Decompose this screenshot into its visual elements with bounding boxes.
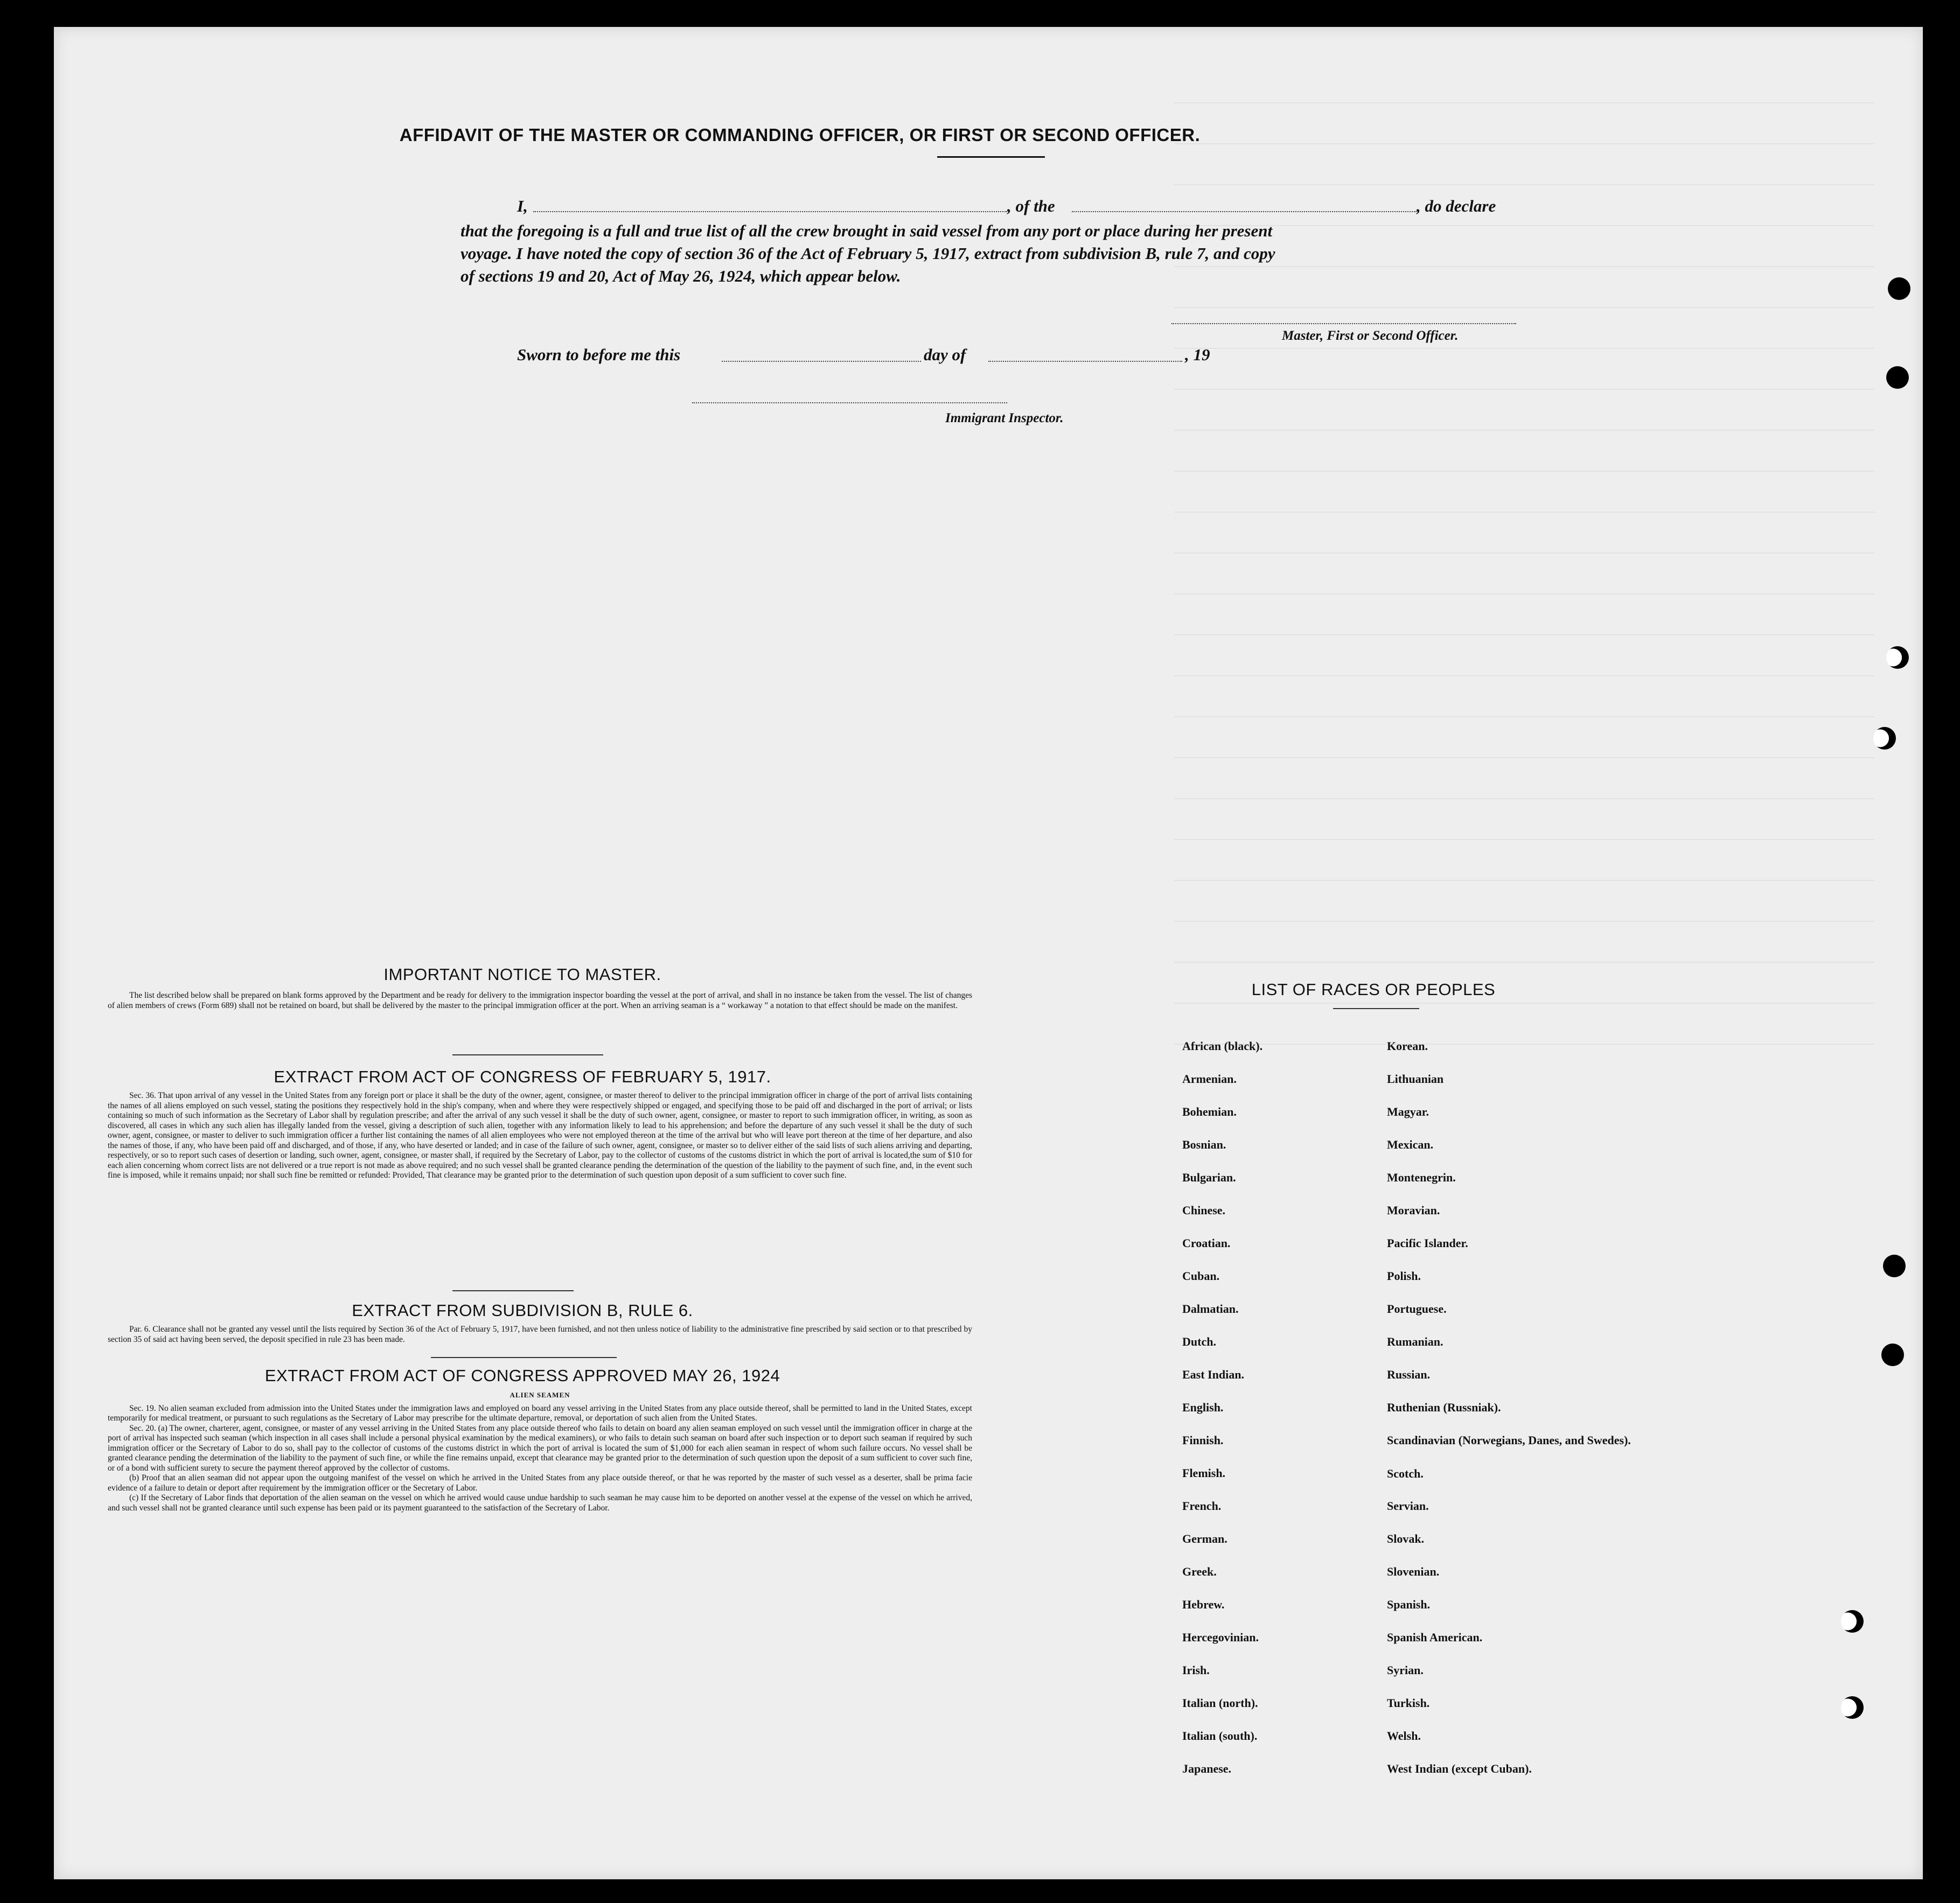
race-item: Japanese. [1182, 1762, 1232, 1775]
affidavit-body: that the foregoing is a full and true list of all the crew brought in said vessel from any port or place during her present voyage. I have noted the copy of section 36 of the Act of February 5, 1917, extract from subdivision B, rule 7, and copy of sections 19 and 20, Act of May 26, 1924, which appear below. [461, 221, 1275, 285]
race-item: Pacific Islander. [1387, 1236, 1468, 1250]
punch-hole [1883, 1255, 1906, 1277]
race-item: Chinese. [1182, 1204, 1226, 1217]
divider [452, 1290, 574, 1291]
race-item: Slovak. [1387, 1532, 1425, 1545]
race-item: Korean. [1387, 1039, 1428, 1053]
race-item: Ruthenian (Russniak). [1387, 1401, 1501, 1414]
race-item: French. [1182, 1499, 1222, 1513]
punch-hole [1873, 727, 1896, 750]
race-item: Irish. [1182, 1663, 1210, 1677]
punch-hole [1841, 1610, 1864, 1633]
extract-1917-heading: EXTRACT FROM ACT OF CONGRESS OF FEBRUARY 5, 1917. [274, 1067, 771, 1086]
notice-heading: IMPORTANT NOTICE TO MASTER. [383, 965, 661, 984]
vessel-blank[interactable] [1072, 211, 1417, 212]
punch-hole [1881, 1344, 1904, 1366]
race-item: Turkish. [1387, 1696, 1430, 1710]
divider [431, 1357, 617, 1358]
master-signature-blank[interactable] [1171, 323, 1516, 324]
race-item: Polish. [1387, 1269, 1421, 1283]
day-of-text: day of [924, 345, 966, 364]
race-item: Dutch. [1182, 1335, 1216, 1348]
race-item: Servian. [1387, 1499, 1429, 1513]
race-item: Hebrew. [1182, 1598, 1225, 1611]
race-item: Portuguese. [1387, 1302, 1447, 1316]
extract-rule6-heading: EXTRACT FROM SUBDIVISION B, RULE 6. [352, 1301, 693, 1320]
extract-rule6-body: Par. 6. Clearance shall not be granted any vessel until the lists required by Section 36 of the Act of February 5, 1917, have been furnished, and not then unless notice of liability to the administrative fine prescribed by said section or to that prescribed by section 35 of said act having been served, the deposit specified in rule 23 has been made. [108, 1325, 972, 1344]
affidavit-do-declare: , do declare [1417, 197, 1496, 215]
race-item: Dalmatian. [1182, 1302, 1239, 1316]
race-item: Flemish. [1182, 1466, 1226, 1480]
race-item: Magyar. [1387, 1105, 1429, 1118]
affidavit-of-the: , of the [1007, 197, 1055, 215]
race-item: Italian (south). [1182, 1729, 1258, 1743]
race-item: Bulgarian. [1182, 1171, 1236, 1184]
extract-1924-body: ALIEN SEAMEN Sec. 19. No alien seaman excluded from admission into the United States under the immigration laws and employed on board any vessel arriving in the United States from any place outside thereof, shall be permitted to land in the United States, except temporarily for medical treatment, or pursuant to such regulations as the Secretary of Labor may prescribe for the ultimate departure, removal, or deportation of such alien from the United States. Sec. 20. (a) The owner, charterer, agent, consignee, or master of any vessel arriving in the United States from any place outside thereof who fails to detain on board any alien seaman employed on such vessel until the immigration officer in charge at the port of arrival has inspected such seaman (which inspection in all cases shall include a personal physical examination by the medical examiners), or who fails to detain such seaman on board after such inspection or to deport such seaman if required by such immigration officer or the Secretary of Labor to do so, shall pay to the collector of customs of the customs district in which the port of arrival is located the sum of $1,000 for each alien seaman in respect of whom such failure occurs. No vessel shall be granted clearance pending the determination of the liability to the payment of such fine, or while the fine remains unpaid, except that clearance may be granted prior to the determination of such question upon the deposit of a sum sufficient to cover such fine, or of a bond with sufficient surety to secure the payment thereof approved by the collector of customs. (b) Proof that an alien seaman did not appear upon the outgoing manifest of the vessel on which he arrived in the United States from any place outside thereof, or that he was reported by the master of such vessel as a deserter, shall be prima facie evidence of a failure to detain or deport after requirement by the immigration officer or the Secretary of Labor. (c) If the Secretary of Labor finds that deportation of the alien seaman on the vessel on which he arrived would cause undue hardship to such seaman he may cause him to be deported on another vessel at the expense of the vessel on which he arrived, and such vessel shall not be granted clearance until such expense has been paid or its payment guaranteed to the satisfaction of the Secretary of Labor. [108, 1391, 972, 1513]
extract-1924-heading: EXTRACT FROM ACT OF CONGRESS APPROVED MAY 26, 1924 [264, 1366, 780, 1385]
race-item: Italian (north). [1182, 1696, 1258, 1710]
race-item: Welsh. [1387, 1729, 1421, 1743]
race-item: Cuban. [1182, 1269, 1220, 1283]
race-item: Slovenian. [1387, 1565, 1440, 1578]
affidavit-title: AFFIDAVIT OF THE MASTER OR COMMANDING OFFICER, OR FIRST OR SECOND OFFICER. [399, 125, 1201, 145]
race-item: African (black). [1182, 1039, 1263, 1053]
race-item: Armenian. [1182, 1072, 1237, 1086]
race-item: Finnish. [1182, 1433, 1224, 1447]
document-sheet [54, 27, 1923, 1879]
race-item: English. [1182, 1401, 1224, 1414]
extract-1917-body: Sec. 36. That upon arrival of any vessel in the United States from any foreign port or place it shall be the duty of the owner, agent, consignee, or master thereof to deliver to the principal immigration officer in charge of the port of arrival lists containing the names of all aliens employed on such vessel, stating the positions they respectively hold in the ship's company, when and where they were respectively shipped or engaged, and specifying those to be paid off and discharged in the port of arrival; or lists containing so much of such information as the Secretary of Labor shall by regulation prescribe; and after the arrival of any such vessel it shall be the duty of such owner, agent, consignee, or master to report to such immigration officer, in writing, as soon as discovered, all cases in which any such alien has illegally landed from the vessel, giving a description of such alien, together with any information likely to lead to his apprehension; and before the departure of any such vessel it shall be the duty of such owner, agent, consignee, or master to deliver to such immigration officer a further list containing the names of all alien employees who were not employed thereon at the time of the arrival but who will leave port thereon at the time of her departure, and also the names of those, if any, who have been paid off and discharged, and of those, if any, who have deserted or landed; and in case of the failure of such owner, agent, consignee, or master so to deliver either of the said lists of such aliens arriving and departing, respectively, or so to report such cases of desertion or landing, such owner, agent, consignee, or master shall, if required by the Secretary of Labor, pay to the collector of customs of the customs district in which the port of arrival is located,the sum of $10 for each alien concerning whom correct lists are not delivered or a true report is not made as above required; and no such vessel shall be granted clearance pending the determination of the question of the liability to the payment of such fine, and, in the event such fine is imposed, while it remains unpaid; nor shall such fine be remitted or refunded: Provided, That clearance may be granted prior to the determination of such question upon deposit of a sum sufficient to cover such fine. [108, 1091, 972, 1180]
inspector-signature-blank[interactable] [692, 402, 1007, 403]
sworn-text: Sworn to before me this [517, 345, 681, 364]
race-item: Russian. [1387, 1368, 1431, 1381]
punch-hole [1888, 277, 1910, 300]
race-item: East Indian. [1182, 1368, 1244, 1381]
punch-hole [1841, 1696, 1864, 1719]
race-item: Lithuanian [1387, 1072, 1444, 1086]
sworn-month-blank[interactable] [988, 361, 1182, 362]
race-item: Rumanian. [1387, 1335, 1443, 1348]
race-item: Scandinavian (Norwegians, Danes, and Swedes). [1387, 1433, 1631, 1447]
race-item: Spanish American. [1387, 1631, 1483, 1644]
race-item: German. [1182, 1532, 1227, 1545]
races-heading: LIST OF RACES OR PEOPLES [1251, 980, 1496, 999]
race-item: Montenegrin. [1387, 1171, 1456, 1184]
race-item: Hercegovinian. [1182, 1631, 1259, 1644]
punch-hole [1886, 646, 1909, 669]
race-item: Bosnian. [1182, 1138, 1226, 1151]
race-item: Scotch. [1387, 1467, 1424, 1480]
affidavit-i: I, [517, 197, 528, 215]
name-blank[interactable] [533, 211, 1007, 212]
divider [452, 1054, 603, 1055]
race-item: Mexican. [1387, 1138, 1434, 1151]
divider [937, 156, 1045, 158]
race-item: Syrian. [1387, 1663, 1424, 1677]
notice-body: The list described below shall be prepared on blank forms approved by the Department and be ready for delivery to the immigration inspector boarding the vessel at the port of arrival, and shall in no instance be taken from the vessel. The list of changes of alien members of crews (Form 689) shall not be retained on board, but shall be delivered by the master to the principal immigration officer at the port. When an arriving seaman is a “ workaway ” a notation to that effect should be made on the manifest. [108, 991, 972, 1010]
punch-hole [1886, 366, 1909, 389]
race-item: West Indian (except Cuban). [1387, 1762, 1532, 1775]
race-item: Spanish. [1387, 1598, 1431, 1611]
sworn-day-blank[interactable] [722, 361, 921, 362]
inspector-label: Immigrant Inspector. [945, 411, 1064, 425]
divider [1333, 1008, 1419, 1009]
race-item: Croatian. [1182, 1236, 1231, 1250]
race-item: Greek. [1182, 1565, 1217, 1578]
master-signature-label: Master, First or Second Officer. [1282, 328, 1459, 343]
race-item: Bohemian. [1182, 1105, 1237, 1118]
year-text: , 19 [1185, 345, 1210, 364]
race-item: Moravian. [1387, 1204, 1440, 1217]
